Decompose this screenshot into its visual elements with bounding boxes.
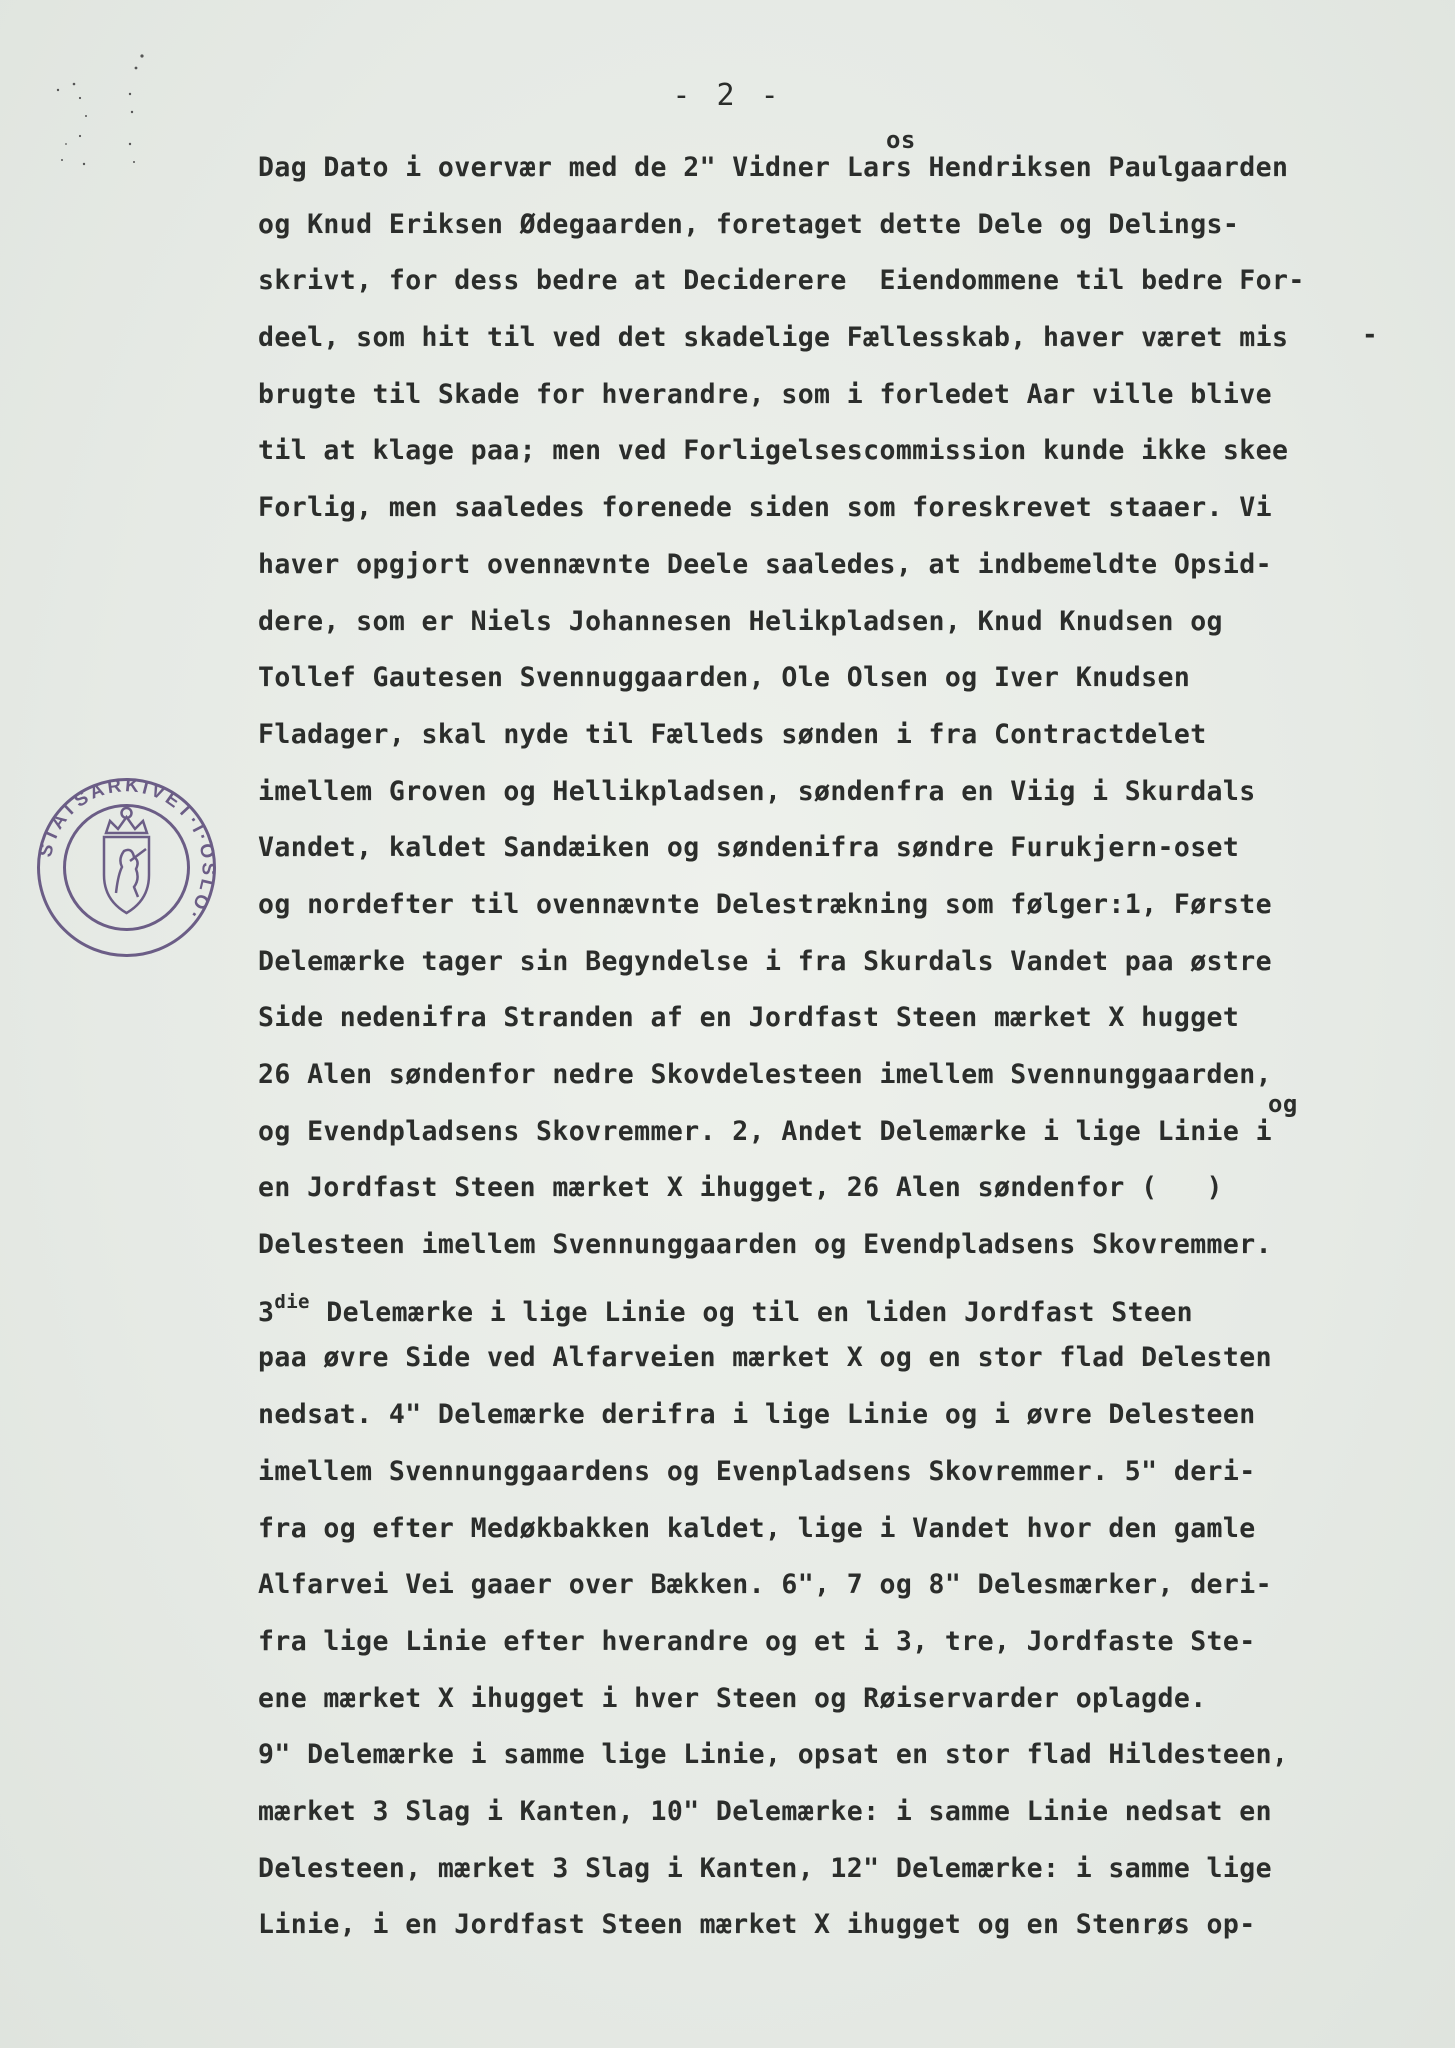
text-line-13: Vandet, kaldet Sandæiken og søndenifra søndre Furukjern-oset (258, 832, 1240, 864)
coat-of-arms-icon (104, 808, 149, 913)
text-line-6: til at klage paa; men ved Forligelsescommission kunde ikke skee (258, 435, 1289, 467)
text-line-25: fra og efter Medøkbakken kaldet, lige i Vandet hvor den gamle (258, 1512, 1256, 1544)
text-line-26: Alfarvei Vei gaaer over Bækken. 6", 7 og 8" Delesmærker, deri- (258, 1569, 1272, 1601)
text-line-19: en Jordfast Steen mærket X ihugget, 26 Alen søndenfor ( ) (258, 1172, 1223, 1204)
text-line-20: Delesteen imellem Svennunggaarden og Evendpladsens Skovremmer. (258, 1229, 1272, 1261)
text-line-27: fra lige Linie efter hverandre og et i 3, tre, Jordfaste Ste- (258, 1625, 1256, 1657)
inserted-text-os: os (886, 126, 916, 154)
text-line-3: skrivt, for dess bedre at Deciderere Eiendommene til bedre For- (258, 265, 1305, 297)
stamp-text: STATSARKIVET·I·OSLO· (35, 775, 219, 926)
typed-text-body (258, 126, 1398, 1962)
text-line-21: $3^{die}$ Delemærke i lige Linie og til en liden Jordfast Steen (258, 1290, 1194, 1328)
text-line-32: Linie, i en Jordfast Steen mærket X ihugget og en Stenrøs op- (258, 1909, 1256, 1941)
text-line-31: Delesteen, mærket 3 Slag i Kanten, 12" Delemærke: i samme lige (258, 1852, 1272, 1884)
text-line-24: imellem Svennunggaardens og Evenpladsens Skovremmer. 5" deri- (258, 1455, 1256, 1487)
text-line-30: mærket 3 Slag i Kanten, 10" Delemærke: i samme Linie nedsat en (258, 1795, 1272, 1827)
text-line-16: Side nedenifra Stranden af en Jordfast Steen mærket X hugget (258, 1002, 1240, 1034)
text-line-1: Dag Dato i overvær med de 2" Vidner Lars Hendriksen Paulgaarden os (258, 148, 1398, 205)
text-line-18: og Evendpladsens Skovremmer. 2, Andet Delemærke i lige Linie i og (258, 1112, 1398, 1169)
text-line-23: nedsat. 4" Delemærke derifra i lige Linie og i øvre Delesteen (258, 1399, 1256, 1431)
text-line-17: 26 Alen søndenfor nedre Skovdelesteen imellem Svennunggaarden, (258, 1059, 1272, 1090)
text-line-4: deel, som hit til ved det skadelige Fællesskab, haver været mis (258, 322, 1289, 354)
text-line-10: Tollef Gautesen Svennuggaarden, Ole Olsen og Iver Knudsen (258, 662, 1191, 694)
text-line-5: brugte til Skade for hverandre, som i forledet Aar ville blive (258, 378, 1272, 410)
text-line-15: Delemærke tager sin Begyndelse i fra Skurdals Vandet paa østre (258, 945, 1272, 977)
text-line-22: paa øvre Side ved Alfarveien mærket X og en stor flad Delesten (258, 1342, 1272, 1374)
ordinal-suffix: die (274, 1290, 310, 1313)
text-line-8: haver opgjort ovennævnte Deele saaledes, at indbemeldte Opsid- (258, 548, 1272, 580)
text-line-14: og nordefter til ovennævnte Delestrækning som følger:1, Første (258, 888, 1272, 920)
margin-specks (50, 48, 160, 178)
archive-stamp (34, 775, 219, 960)
text-line-12: imellem Groven og Hellikpladsen, søndenfra en Viig i Skurdals (258, 775, 1256, 807)
text-line-11: Fladager, skal nyde til Fælleds sønden i fra Contractdelet (258, 718, 1207, 750)
text-line-2: og Knud Eriksen Ødegaarden, foretaget dette Dele og Delings- (258, 208, 1240, 240)
margin-hyphen: - (1362, 320, 1378, 350)
text-line-7: Forlig, men saaledes forenede siden som foreskrevet staaer. Vi (258, 492, 1272, 524)
page-number: - 2 - (672, 78, 783, 113)
inserted-text-og: og (1268, 1089, 1298, 1118)
text-line-9: dere, som er Niels Johannesen Helikpladsen, Knud Knudsen og (258, 605, 1223, 637)
text-line-28: ene mærket X ihugget i hver Steen og Røiservarder oplagde. (258, 1682, 1207, 1714)
text-line-29: 9" Delemærke i samme lige Linie, opsat en stor flad Hildesteen, (258, 1739, 1289, 1771)
